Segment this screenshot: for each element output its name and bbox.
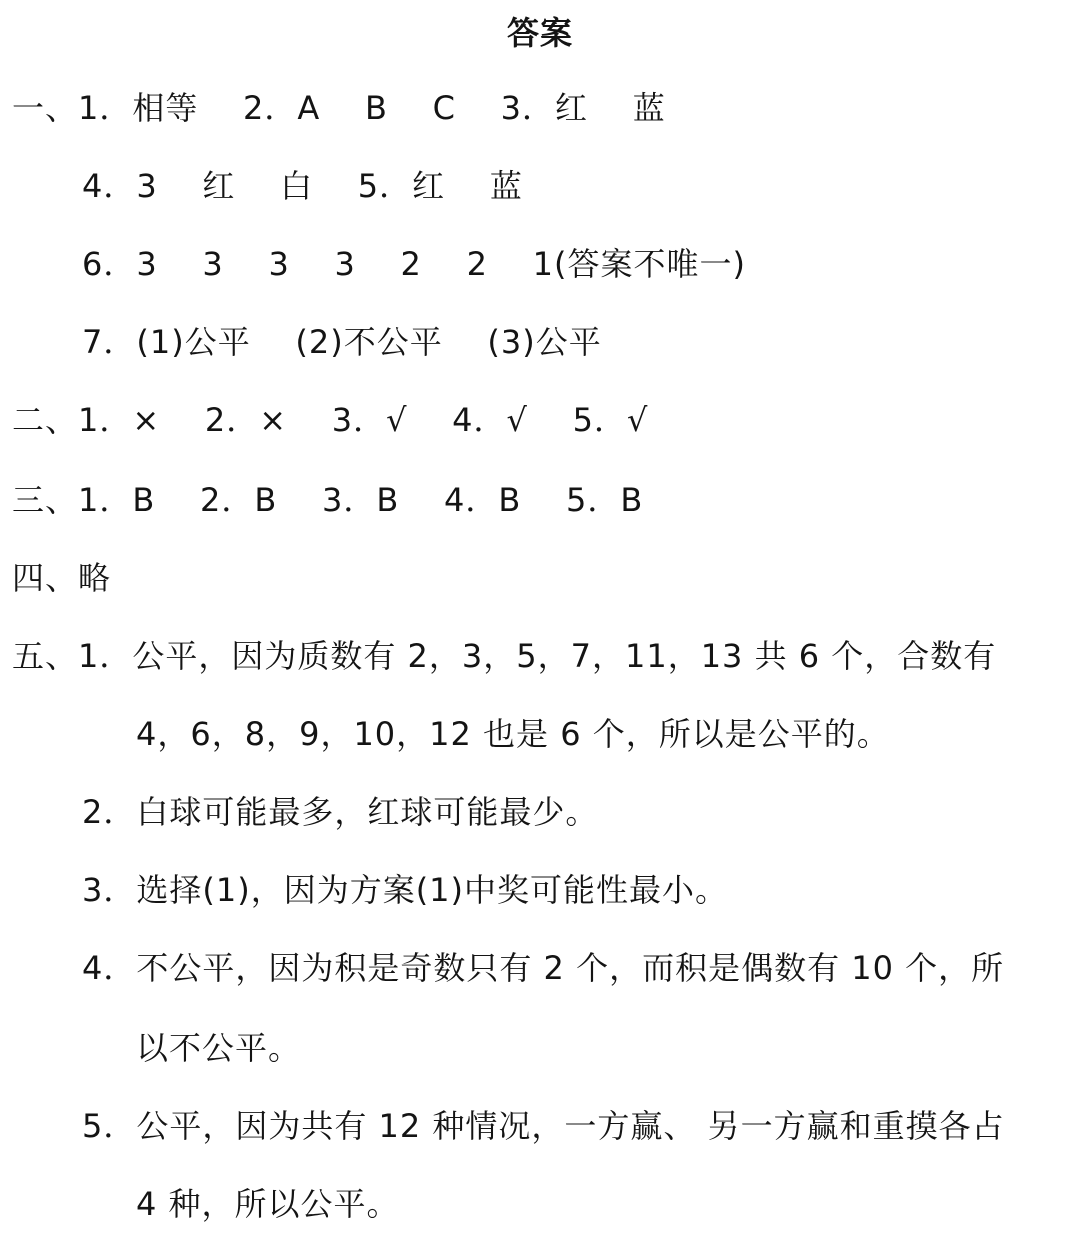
page-title: 答案 <box>506 14 573 52</box>
section-5-line-3: 2．白球可能最多，红球可能最少。 <box>82 793 599 831</box>
section-5-line-5: 4．不公平，因为积是奇数只有 2 个，而积是偶数有 10 个，所 <box>82 949 1005 987</box>
section-4-line: 四、略 <box>12 559 112 597</box>
section-1-line-4: 7．(1)公平 (2)不公平 (3)公平 <box>82 323 602 361</box>
section-1-line-1: 一、1．相等 2．A B C 3．红 蓝 <box>12 89 666 127</box>
section-3-line: 三、1．B 2．B 3．B 4．B 5．B <box>12 481 644 519</box>
section-5-line-8: 4 种，所以公平。 <box>136 1185 400 1223</box>
section-5-line-6: 以不公平。 <box>136 1029 302 1067</box>
section-5-line-1: 五、1．公平，因为质数有 2，3，5，7，11，13 共 6 个，合数有 <box>12 637 997 675</box>
section-1-line-3: 6．3 3 3 3 2 2 1(答案不唯一) <box>82 245 746 283</box>
section-2-line: 二、1．× 2．× 3．√ 4．√ 5．√ <box>12 401 649 439</box>
section-5-line-7: 5．公平，因为共有 12 种情况，一方赢、 另一方赢和重摸各占 <box>82 1107 1005 1145</box>
section-5-line-4: 3．选择(1)，因为方案(1)中奖可能性最小。 <box>82 871 729 909</box>
section-1-line-2: 4．3 红 白 5．红 蓝 <box>82 167 523 205</box>
section-5-line-2: 4，6，8，9，10，12 也是 6 个，所以是公平的。 <box>136 715 890 753</box>
